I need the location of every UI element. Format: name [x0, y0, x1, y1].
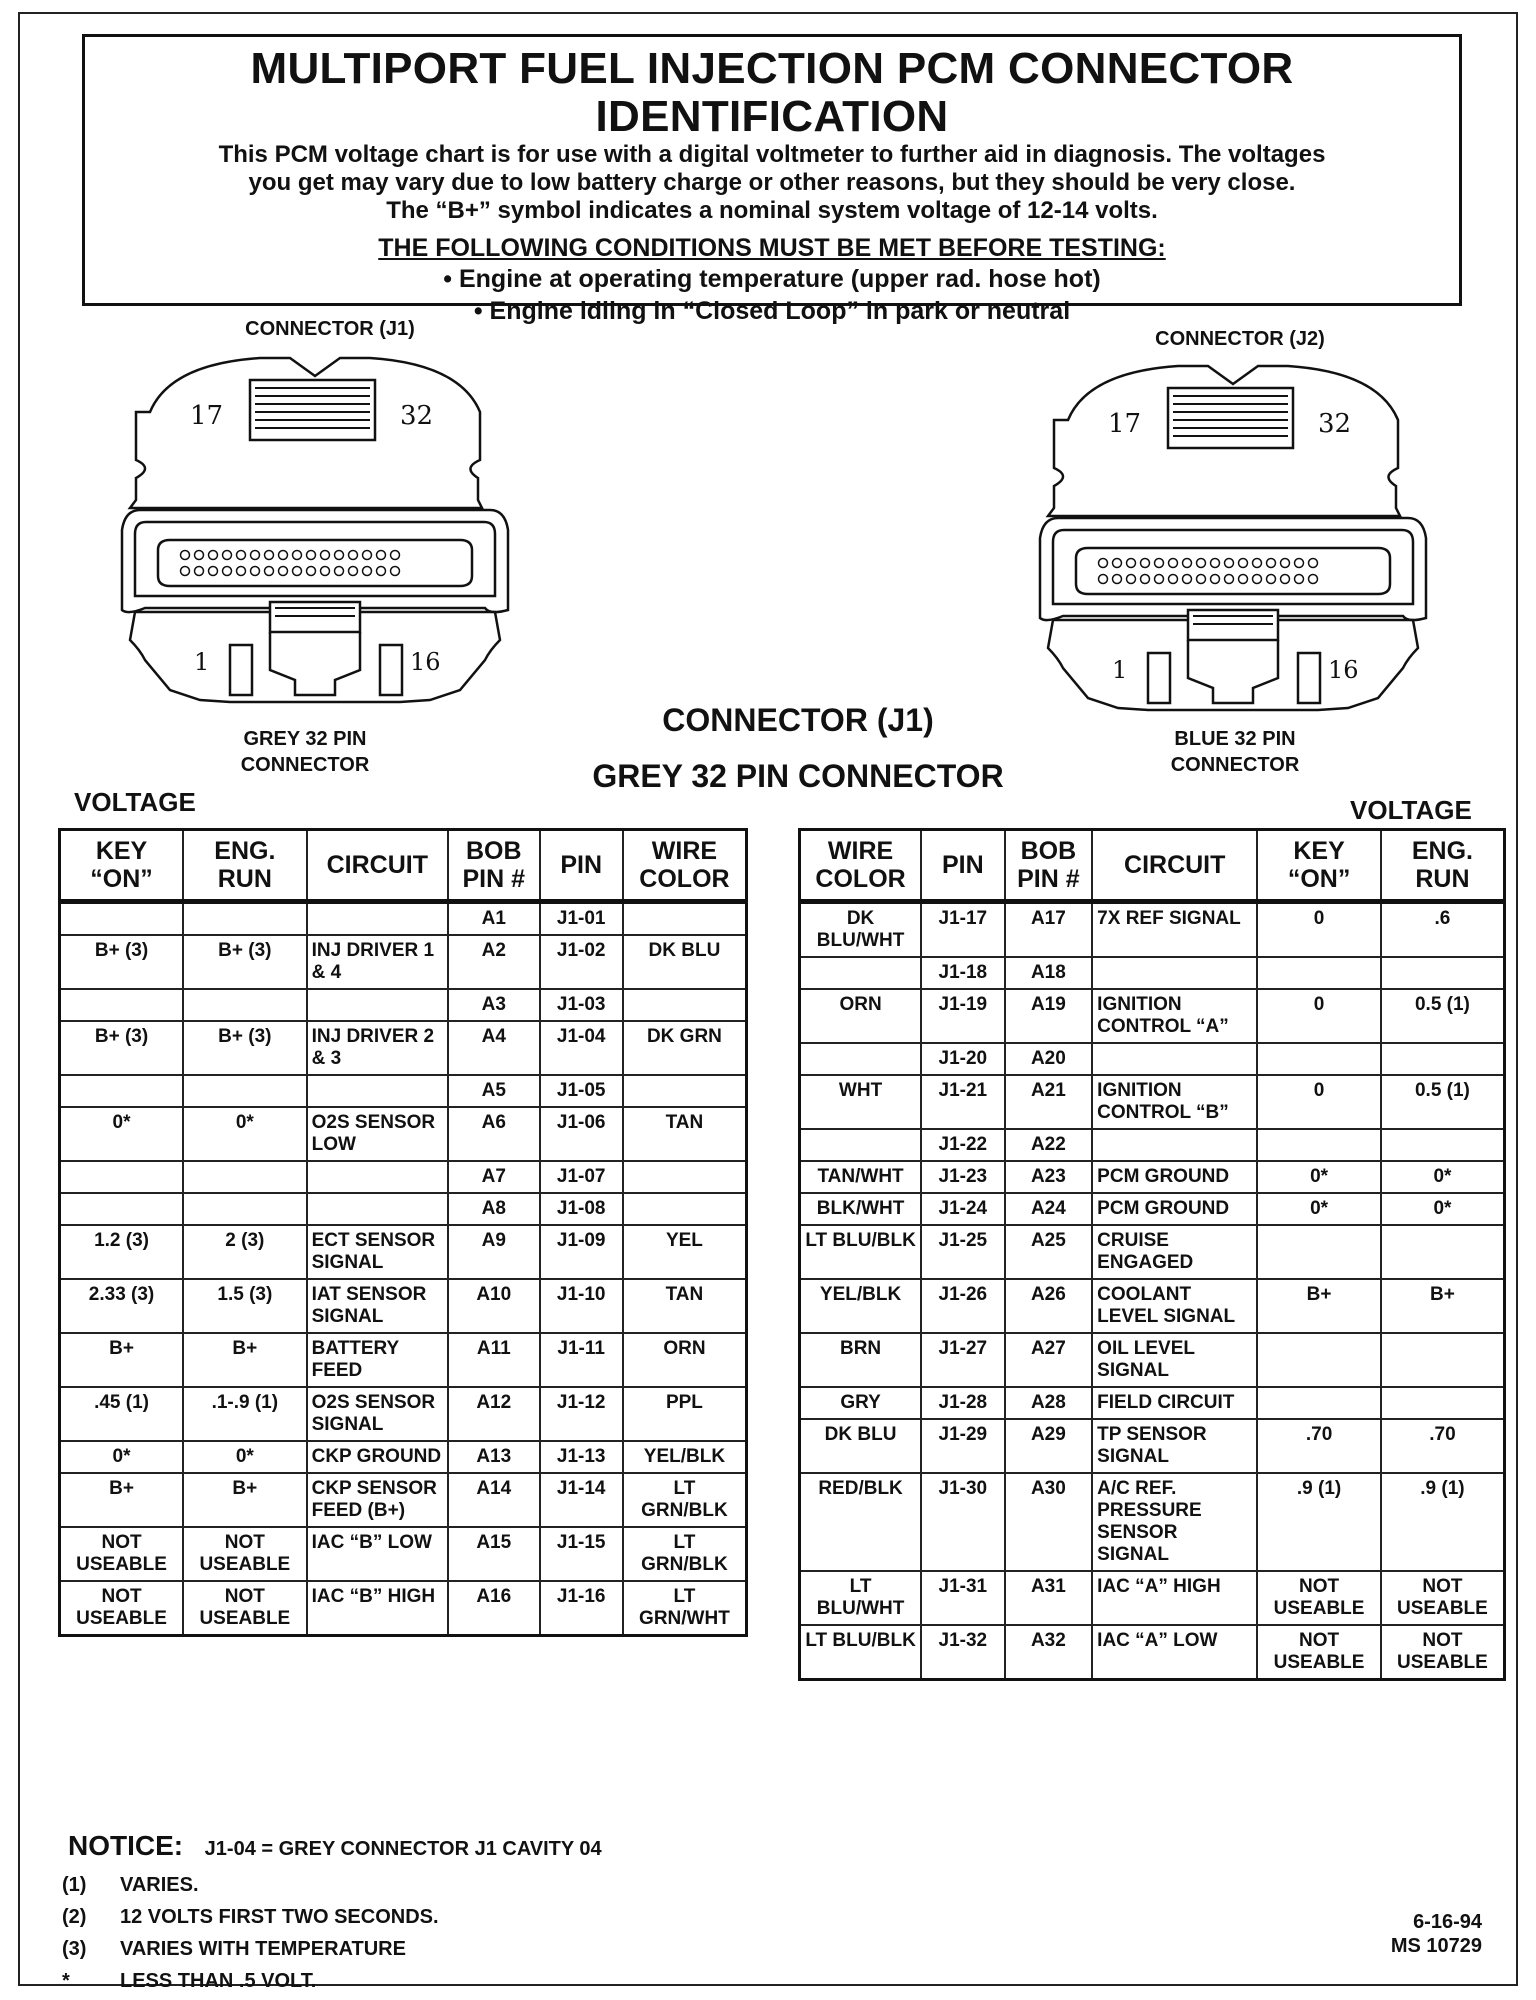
- circuit-cell: CKP GROUND: [307, 1441, 448, 1473]
- circuit-cell: IAC “B” HIGH: [307, 1581, 448, 1636]
- pin-cell: J1-20: [921, 1043, 1004, 1075]
- circuit-cell: ECT SENSOR SIGNAL: [307, 1225, 448, 1279]
- pin-cell: J1-19: [921, 989, 1004, 1043]
- wire-color-cell: DK BLU/WHT: [800, 902, 922, 958]
- wire-color-cell: LT GRN/WHT: [623, 1581, 747, 1636]
- table-row: [800, 1625, 1505, 1680]
- circuit-cell: [1092, 957, 1257, 989]
- circuit-cell: OIL LEVEL SIGNAL: [1092, 1333, 1257, 1387]
- circuit-cell: [307, 1193, 448, 1225]
- pin-cell: J1-25: [921, 1225, 1004, 1279]
- key-on-cell: 0: [1257, 902, 1381, 958]
- footnote-text: VARIES WITH TEMPERATURE: [120, 1938, 406, 1960]
- eng-run-cell: B+: [1381, 1279, 1505, 1333]
- pin-cell: J1-03: [540, 989, 623, 1021]
- pin-cell: J1-01: [540, 902, 623, 936]
- table-row: [60, 1193, 747, 1225]
- condition-1: • Engine at operating temperature (upper rad. hose hot): [443, 265, 1101, 293]
- table-row: [800, 1161, 1505, 1193]
- center-subtitle: GREY 32 PIN CONNECTOR: [592, 758, 1004, 794]
- key-on-cell: B+ (3): [60, 935, 184, 989]
- key-on-cell: 0: [1257, 1075, 1381, 1129]
- bob-pin-cell: A18: [1005, 957, 1093, 989]
- circuit-cell: INJ DRIVER 1 & 4: [307, 935, 448, 989]
- left-voltage-label: VOLTAGE: [74, 787, 196, 817]
- bob-pin-cell: A16: [448, 1581, 539, 1636]
- eng-run-cell: .70: [1381, 1419, 1505, 1473]
- table-row: [800, 1129, 1505, 1161]
- pin-cell: J1-22: [921, 1129, 1004, 1161]
- footnote: [62, 1938, 406, 1961]
- table-row: [800, 1043, 1505, 1075]
- circuit-cell: COOLANT LEVEL SIGNAL: [1092, 1279, 1257, 1333]
- pin-cell: J1-17: [921, 902, 1004, 958]
- key-on-cell: [60, 989, 184, 1021]
- notice-text: J1-04 = GREY CONNECTOR J1 CAVITY 04: [204, 1838, 602, 1860]
- j2-connector-drawing: [1028, 358, 1438, 722]
- table-row: [60, 1441, 747, 1473]
- circuit-cell: O2S SENSOR SIGNAL: [307, 1387, 448, 1441]
- intro-line-2: you get may vary due to low battery charge or other reasons, but they should be very close.: [248, 169, 1296, 196]
- circuit-cell: PCM GROUND: [1092, 1161, 1257, 1193]
- table-row: [60, 1333, 747, 1387]
- table-row: [60, 902, 747, 936]
- bob-pin-cell: A15: [448, 1527, 539, 1581]
- eng-run-cell: [1381, 1043, 1505, 1075]
- bob-pin-cell: A26: [1005, 1279, 1093, 1333]
- pin-cell: J1-29: [921, 1419, 1004, 1473]
- wire-color-cell: [623, 1193, 747, 1225]
- table-row: [60, 1387, 747, 1441]
- table-row: [60, 1107, 747, 1161]
- key-on-cell: .70: [1257, 1419, 1381, 1473]
- wire-color-header: WIRE COLOR: [623, 830, 747, 902]
- table-row: [800, 1571, 1505, 1625]
- circuit-cell: IGNITION CONTROL “A”: [1092, 989, 1257, 1043]
- bob-pin-cell: A14: [448, 1473, 539, 1527]
- eng-run-header: ENG. RUN: [1381, 830, 1505, 902]
- table-row: [800, 957, 1505, 989]
- bob-pin-cell: A20: [1005, 1043, 1093, 1075]
- eng-run-cell: B+ (3): [183, 1021, 307, 1075]
- table-row: [60, 989, 747, 1021]
- eng-run-cell: 0.5 (1): [1381, 1075, 1505, 1129]
- bob-pin-cell: A9: [448, 1225, 539, 1279]
- key-on-cell: .9 (1): [1257, 1473, 1381, 1571]
- table-row: [800, 1473, 1505, 1571]
- j2-caption-line-1: BLUE 32 PIN: [1174, 728, 1296, 750]
- intro-line-3: The “B+” symbol indicates a nominal system voltage of 12-14 volts.: [386, 197, 1158, 224]
- j2-connector-label: CONNECTOR (J2): [1155, 328, 1325, 350]
- j2-pin-1-label: 1: [1112, 656, 1128, 684]
- j1-pin-1-label: 1: [194, 648, 210, 676]
- j1-connector-caption: [180, 726, 430, 778]
- circuit-cell: FIELD CIRCUIT: [1092, 1387, 1257, 1419]
- bob-pin-cell: A4: [448, 1021, 539, 1075]
- wire-color-cell: DK BLU: [623, 935, 747, 989]
- wire-color-cell: DK BLU: [800, 1419, 922, 1473]
- table-row: [60, 1225, 747, 1279]
- bob-pin-cell: A7: [448, 1161, 539, 1193]
- key-on-cell: 0*: [60, 1441, 184, 1473]
- eng-run-cell: 0*: [1381, 1193, 1505, 1225]
- eng-run-cell: NOT USEABLE: [183, 1527, 307, 1581]
- key-on-header: KEY “ON”: [60, 830, 184, 902]
- bob-pin-cell: A19: [1005, 989, 1093, 1043]
- table-row: [800, 902, 1505, 958]
- eng-run-cell: B+ (3): [183, 935, 307, 989]
- circuit-cell: [1092, 1043, 1257, 1075]
- notice: [68, 1830, 602, 1862]
- footnote: [62, 1874, 199, 1897]
- wire-color-cell: [800, 957, 922, 989]
- pin-cell: J1-06: [540, 1107, 623, 1161]
- wire-color-cell: PPL: [623, 1387, 747, 1441]
- circuit-cell: IAC “A” LOW: [1092, 1625, 1257, 1680]
- circuit-cell: [307, 989, 448, 1021]
- eng-run-cell: .9 (1): [1381, 1473, 1505, 1571]
- wire-color-cell: LT GRN/BLK: [623, 1473, 747, 1527]
- pin-cell: J1-12: [540, 1387, 623, 1441]
- footnote-text: 12 VOLTS FIRST TWO SECONDS.: [120, 1906, 439, 1928]
- footnote-text: VARIES.: [120, 1874, 199, 1896]
- eng-run-cell: B+: [183, 1473, 307, 1527]
- key-on-cell: 1.2 (3): [60, 1225, 184, 1279]
- circuit-cell: PCM GROUND: [1092, 1193, 1257, 1225]
- eng-run-cell: 0*: [183, 1107, 307, 1161]
- table-row: [60, 1527, 747, 1581]
- j1-pin-32-label: 32: [400, 401, 434, 431]
- doc-reference: [1391, 1910, 1482, 1958]
- wire-color-cell: YEL: [623, 1225, 747, 1279]
- doc-code: MS 10729: [1390, 1935, 1482, 1957]
- wire-color-cell: RED/BLK: [800, 1473, 922, 1571]
- key-on-cell: 0*: [60, 1107, 184, 1161]
- bob-pin-cell: A6: [448, 1107, 539, 1161]
- key-on-cell: NOT USEABLE: [60, 1581, 184, 1636]
- left-pin-table: [58, 828, 748, 1637]
- pin-cell: J1-30: [921, 1473, 1004, 1571]
- circuit-header: CIRCUIT: [307, 830, 448, 902]
- bob-pin-cell: A31: [1005, 1571, 1093, 1625]
- key-on-cell: NOT USEABLE: [1257, 1571, 1381, 1625]
- key-on-cell: [1257, 1043, 1381, 1075]
- bob-pin-header: BOB PIN #: [1005, 830, 1093, 902]
- bob-pin-cell: A27: [1005, 1333, 1093, 1387]
- header-box: [82, 34, 1462, 325]
- wire-color-cell: LT GRN/BLK: [623, 1527, 747, 1581]
- circuit-cell: A/C REF. PRESSURE SENSOR SIGNAL: [1092, 1473, 1257, 1571]
- footnote-key: (3): [62, 1938, 87, 1960]
- wire-color-cell: [623, 1161, 747, 1193]
- pin-header: PIN: [921, 830, 1004, 902]
- bob-pin-cell: A24: [1005, 1193, 1093, 1225]
- circuit-cell: IAC “A” HIGH: [1092, 1571, 1257, 1625]
- key-on-cell: [1257, 1333, 1381, 1387]
- bob-pin-cell: A25: [1005, 1225, 1093, 1279]
- bob-pin-cell: A8: [448, 1193, 539, 1225]
- footnote-key: (1): [62, 1874, 87, 1896]
- circuit-cell: INJ DRIVER 2 & 3: [307, 1021, 448, 1075]
- intro-line-1: This PCM voltage chart is for use with a digital voltmeter to further aid in diagnosis. The voltages: [218, 141, 1326, 168]
- j1-pin-16-label: 16: [410, 648, 441, 676]
- circuit-header: CIRCUIT: [1092, 830, 1257, 902]
- j1-connector-label: CONNECTOR (J1): [245, 318, 415, 340]
- pin-cell: J1-26: [921, 1279, 1004, 1333]
- eng-run-cell: NOT USEABLE: [183, 1581, 307, 1636]
- bob-pin-cell: A28: [1005, 1387, 1093, 1419]
- footnote-key: *: [62, 1970, 70, 1992]
- conditions-title: THE FOLLOWING CONDITIONS MUST BE MET BEFORE TESTING:: [378, 234, 1166, 262]
- circuit-cell: [307, 1161, 448, 1193]
- bob-pin-header: BOB PIN #: [448, 830, 539, 902]
- pin-cell: J1-10: [540, 1279, 623, 1333]
- pin-cell: J1-28: [921, 1387, 1004, 1419]
- center-title: CONNECTOR (J1): [662, 702, 934, 738]
- eng-run-cell: 1.5 (3): [183, 1279, 307, 1333]
- j1-caption-line-2: CONNECTOR: [240, 754, 370, 776]
- eng-run-cell: .1-.9 (1): [183, 1387, 307, 1441]
- eng-run-cell: NOT USEABLE: [1381, 1571, 1505, 1625]
- key-on-cell: [1257, 1129, 1381, 1161]
- circuit-cell: IAC “B” LOW: [307, 1527, 448, 1581]
- eng-run-cell: .6: [1381, 902, 1505, 958]
- table-row: [60, 1581, 747, 1636]
- circuit-cell: [307, 902, 448, 936]
- pin-cell: J1-11: [540, 1333, 623, 1387]
- j2-pin-16-label: 16: [1328, 656, 1359, 684]
- circuit-cell: CRUISE ENGAGED: [1092, 1225, 1257, 1279]
- pin-cell: J1-23: [921, 1161, 1004, 1193]
- table-row: [60, 1075, 747, 1107]
- table-row: [60, 1161, 747, 1193]
- eng-run-cell: [1381, 1387, 1505, 1419]
- bob-pin-cell: A17: [1005, 902, 1093, 958]
- circuit-cell: 7X REF SIGNAL: [1092, 902, 1257, 958]
- right-voltage-label: VOLTAGE: [1350, 795, 1472, 825]
- wire-color-cell: BRN: [800, 1333, 922, 1387]
- bob-pin-cell: A23: [1005, 1161, 1093, 1193]
- table-row: [60, 935, 747, 989]
- wire-color-cell: BLK/WHT: [800, 1193, 922, 1225]
- pin-cell: J1-05: [540, 1075, 623, 1107]
- j2-connector-caption: [1110, 726, 1360, 778]
- wire-color-cell: [800, 1129, 922, 1161]
- table-row: [60, 1279, 747, 1333]
- footnote: [62, 1970, 316, 1993]
- wire-color-cell: [623, 902, 747, 936]
- key-on-cell: .45 (1): [60, 1387, 184, 1441]
- eng-run-cell: [183, 1193, 307, 1225]
- eng-run-cell: [183, 1161, 307, 1193]
- key-on-cell: [60, 1075, 184, 1107]
- eng-run-cell: 0*: [183, 1441, 307, 1473]
- pin-cell: J1-31: [921, 1571, 1004, 1625]
- circuit-cell: IAT SENSOR SIGNAL: [307, 1279, 448, 1333]
- doc-date: 6-16-94: [1413, 1911, 1482, 1933]
- table-row: [800, 1419, 1505, 1473]
- pin-cell: J1-21: [921, 1075, 1004, 1129]
- eng-run-cell: NOT USEABLE: [1381, 1625, 1505, 1680]
- key-on-cell: [60, 1193, 184, 1225]
- pin-cell: J1-24: [921, 1193, 1004, 1225]
- key-on-cell: 2.33 (3): [60, 1279, 184, 1333]
- pin-cell: J1-27: [921, 1333, 1004, 1387]
- key-on-cell: NOT USEABLE: [60, 1527, 184, 1581]
- pin-cell: J1-04: [540, 1021, 623, 1075]
- key-on-cell: 0*: [1257, 1161, 1381, 1193]
- wire-color-cell: TAN/WHT: [800, 1161, 922, 1193]
- pin-cell: J1-07: [540, 1161, 623, 1193]
- key-on-cell: B+: [1257, 1279, 1381, 1333]
- circuit-cell: [1092, 1129, 1257, 1161]
- key-on-cell: 0*: [1257, 1193, 1381, 1225]
- key-on-cell: B+: [60, 1473, 184, 1527]
- wire-color-cell: LT BLU/WHT: [800, 1571, 922, 1625]
- table-row: [60, 1021, 747, 1075]
- bob-pin-cell: A12: [448, 1387, 539, 1441]
- notice-heading: NOTICE:: [68, 1830, 184, 1861]
- bob-pin-cell: A11: [448, 1333, 539, 1387]
- circuit-cell: IGNITION CONTROL “B”: [1092, 1075, 1257, 1129]
- eng-run-cell: 2 (3): [183, 1225, 307, 1279]
- wire-color-cell: [623, 1075, 747, 1107]
- key-on-cell: [1257, 957, 1381, 989]
- key-on-cell: [60, 1161, 184, 1193]
- circuit-cell: CKP SENSOR FEED (B+): [307, 1473, 448, 1527]
- wire-color-cell: ORN: [623, 1333, 747, 1387]
- j1-caption-line-1: GREY 32 PIN: [243, 728, 367, 750]
- pin-cell: J1-13: [540, 1441, 623, 1473]
- table-row: [800, 1387, 1505, 1419]
- eng-run-cell: [1381, 1129, 1505, 1161]
- key-on-cell: B+: [60, 1333, 184, 1387]
- pin-cell: J1-02: [540, 935, 623, 989]
- wire-color-cell: LT BLU/BLK: [800, 1625, 922, 1680]
- eng-run-cell: [183, 1075, 307, 1107]
- bob-pin-cell: A32: [1005, 1625, 1093, 1680]
- wire-color-cell: WHT: [800, 1075, 922, 1129]
- j1-pin-17-label: 17: [190, 401, 224, 431]
- j1-connector-drawing: [110, 350, 520, 722]
- eng-run-cell: [1381, 1225, 1505, 1279]
- eng-run-cell: [1381, 1333, 1505, 1387]
- right-table-header: [800, 830, 1505, 902]
- table-row: [60, 1473, 747, 1527]
- eng-run-cell: [1381, 957, 1505, 989]
- pin-cell: J1-09: [540, 1225, 623, 1279]
- key-on-cell: NOT USEABLE: [1257, 1625, 1381, 1680]
- circuit-cell: O2S SENSOR LOW: [307, 1107, 448, 1161]
- circuit-cell: BATTERY FEED: [307, 1333, 448, 1387]
- wire-color-cell: TAN: [623, 1279, 747, 1333]
- bob-pin-cell: A3: [448, 989, 539, 1021]
- pin-cell: J1-16: [540, 1581, 623, 1636]
- pin-cell: J1-08: [540, 1193, 623, 1225]
- bob-pin-cell: A1: [448, 902, 539, 936]
- right-pin-table: [798, 828, 1506, 1681]
- wire-color-cell: LT BLU/BLK: [800, 1225, 922, 1279]
- wire-color-cell: [800, 1043, 922, 1075]
- bob-pin-cell: A22: [1005, 1129, 1093, 1161]
- bob-pin-cell: A30: [1005, 1473, 1093, 1571]
- footnote: [62, 1906, 439, 1929]
- wire-color-cell: GRY: [800, 1387, 922, 1419]
- key-on-cell: 0: [1257, 989, 1381, 1043]
- table-row: [800, 1279, 1505, 1333]
- eng-run-cell: [183, 902, 307, 936]
- eng-run-cell: [183, 989, 307, 1021]
- eng-run-header: ENG. RUN: [183, 830, 307, 902]
- table-row: [800, 1225, 1505, 1279]
- footnote-key: (2): [62, 1906, 87, 1928]
- wire-color-cell: ORN: [800, 989, 922, 1043]
- bob-pin-cell: A21: [1005, 1075, 1093, 1129]
- wire-color-cell: TAN: [623, 1107, 747, 1161]
- bob-pin-cell: A13: [448, 1441, 539, 1473]
- eng-run-cell: 0*: [1381, 1161, 1505, 1193]
- footnote-text: LESS THAN .5 VOLT.: [120, 1970, 317, 1992]
- key-on-cell: B+ (3): [60, 1021, 184, 1075]
- bob-pin-cell: A10: [448, 1279, 539, 1333]
- key-on-cell: [60, 902, 184, 936]
- bob-pin-cell: A5: [448, 1075, 539, 1107]
- eng-run-cell: 0.5 (1): [1381, 989, 1505, 1043]
- left-table-header: [60, 830, 747, 902]
- circuit-cell: TP SENSOR SIGNAL: [1092, 1419, 1257, 1473]
- bob-pin-cell: A2: [448, 935, 539, 989]
- key-on-cell: [1257, 1387, 1381, 1419]
- page-title: MULTIPORT FUEL INJECTION PCM CONNECTOR IDENTIFICATION: [250, 44, 1294, 141]
- table-row: [800, 1075, 1505, 1129]
- bob-pin-cell: A29: [1005, 1419, 1093, 1473]
- j2-caption-line-2: CONNECTOR: [1170, 754, 1300, 776]
- wire-color-cell: YEL/BLK: [623, 1441, 747, 1473]
- pin-cell: J1-14: [540, 1473, 623, 1527]
- pin-header: PIN: [540, 830, 623, 902]
- wire-color-cell: [623, 989, 747, 1021]
- j2-pin-32-label: 32: [1318, 409, 1352, 439]
- key-on-header: KEY “ON”: [1257, 830, 1381, 902]
- wire-color-cell: DK GRN: [623, 1021, 747, 1075]
- eng-run-cell: B+: [183, 1333, 307, 1387]
- table-row: [800, 1333, 1505, 1387]
- condition-2: • Engine idling in “Closed Loop” in park or neutral: [473, 297, 1071, 325]
- wire-color-header: WIRE COLOR: [800, 830, 922, 902]
- table-row: [800, 1193, 1505, 1225]
- wire-color-cell: YEL/BLK: [800, 1279, 922, 1333]
- pin-cell: J1-18: [921, 957, 1004, 989]
- j2-pin-17-label: 17: [1108, 409, 1142, 439]
- circuit-cell: [307, 1075, 448, 1107]
- table-row: [800, 989, 1505, 1043]
- pin-cell: J1-15: [540, 1527, 623, 1581]
- key-on-cell: [1257, 1225, 1381, 1279]
- pin-cell: J1-32: [921, 1625, 1004, 1680]
